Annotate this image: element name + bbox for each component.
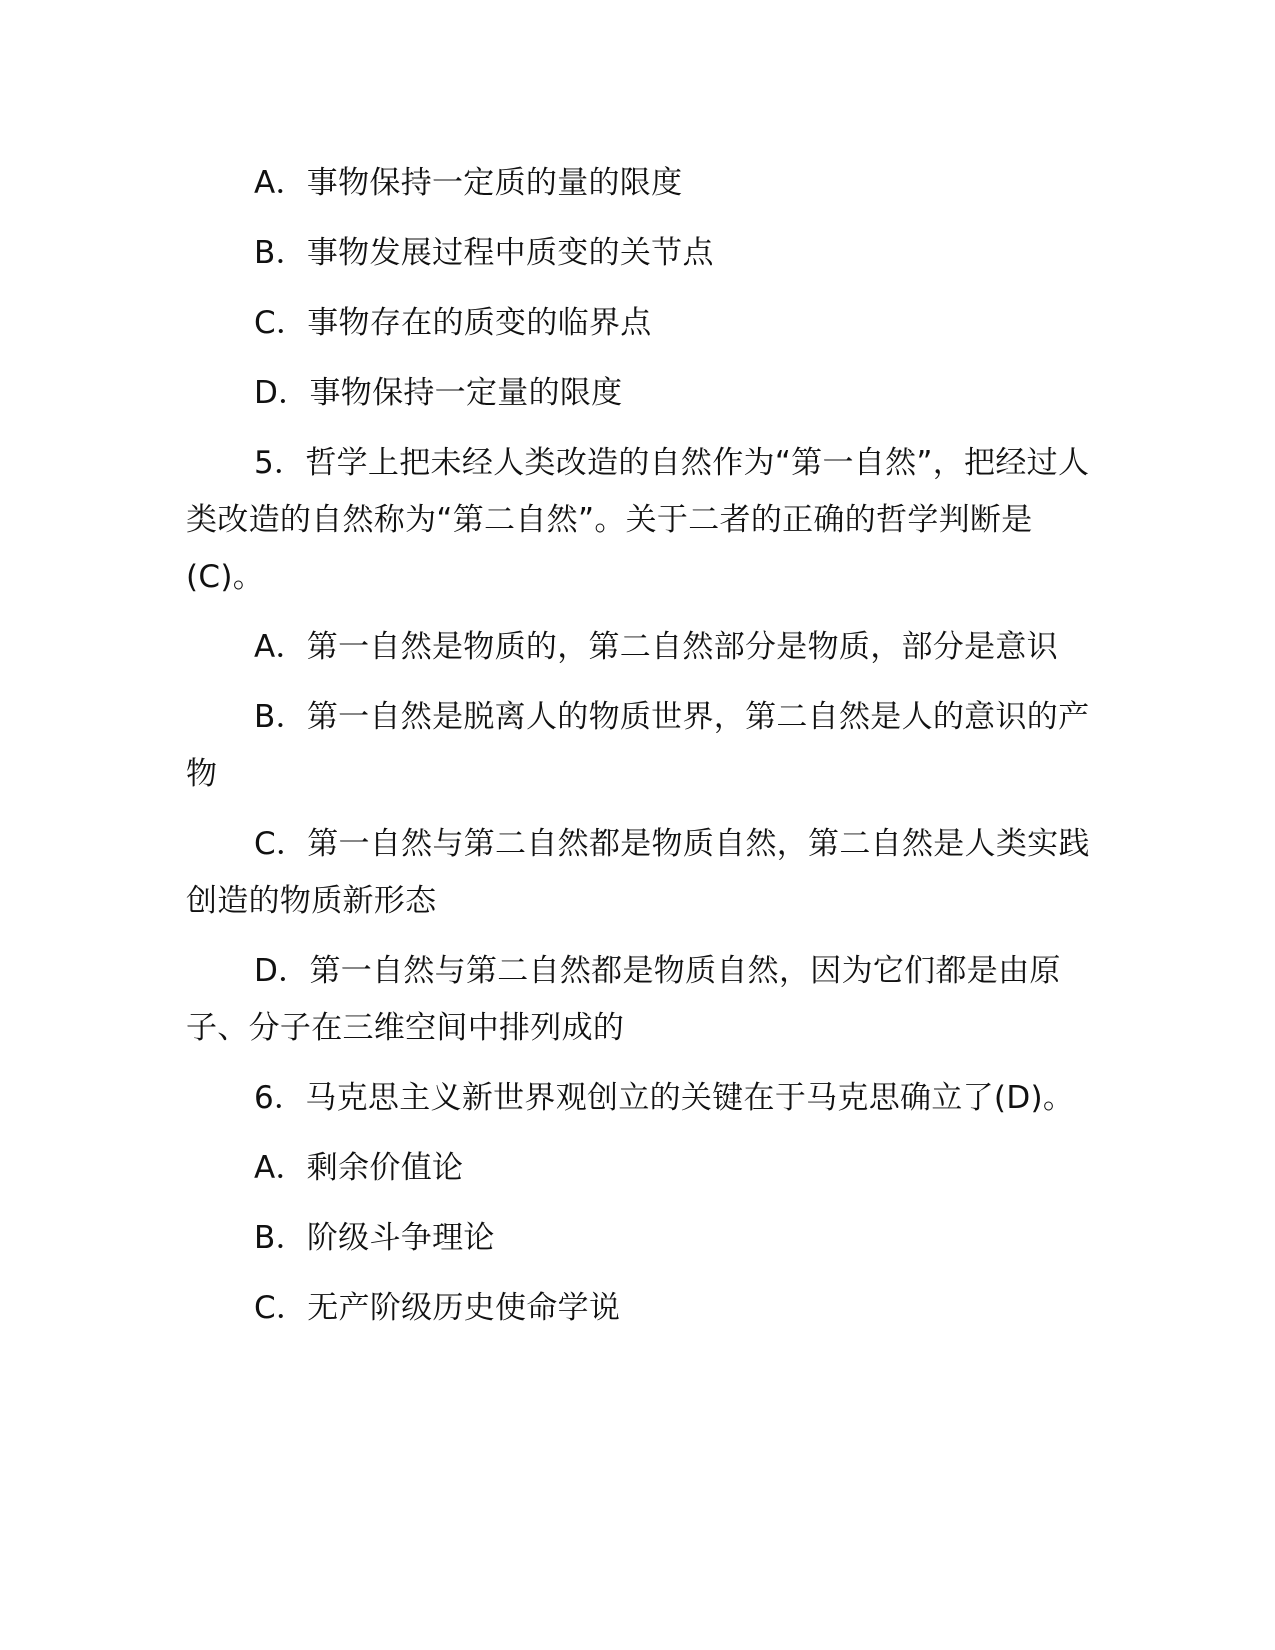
option-d-q5: D．第一自然与第二自然都是物质自然，因为它们都是由原子、分子在三维空间中排列成的	[186, 953, 1061, 1046]
option-b-q4: B．事物发展过程中质变的关节点	[254, 235, 714, 271]
option-a-q6: A．剩余价值论	[254, 1150, 464, 1186]
document-page	[186, 155, 1091, 1350]
option-c-q6: C．无产阶级历史使命学说	[254, 1290, 621, 1326]
option-b-q6: B．阶级斗争理论	[254, 1220, 495, 1256]
option-a-q5: A．第一自然是物质的，第二自然部分是物质，部分是意识	[254, 629, 1059, 665]
option-d-q4: D．事物保持一定量的限度	[254, 375, 623, 411]
option-c-q4: C．事物存在的质变的临界点	[254, 305, 652, 341]
option-b-q5: B．第一自然是脱离人的物质世界，第二自然是人的意识的产物	[186, 699, 1090, 792]
question-6: 6．马克思主义新世界观创立的关键在于马克思确立了(D)。	[254, 1080, 1075, 1116]
option-c-q5: C．第一自然与第二自然都是物质自然，第二自然是人类实践创造的物质新形态	[186, 826, 1090, 919]
question-5: 5．哲学上把未经人类改造的自然作为“第一自然”，把经过人类改造的自然称为“第二自然”。关于二者的正确的哲学判断是(C)。	[186, 445, 1090, 595]
option-a-q4: A．事物保持一定质的量的限度	[254, 165, 683, 201]
